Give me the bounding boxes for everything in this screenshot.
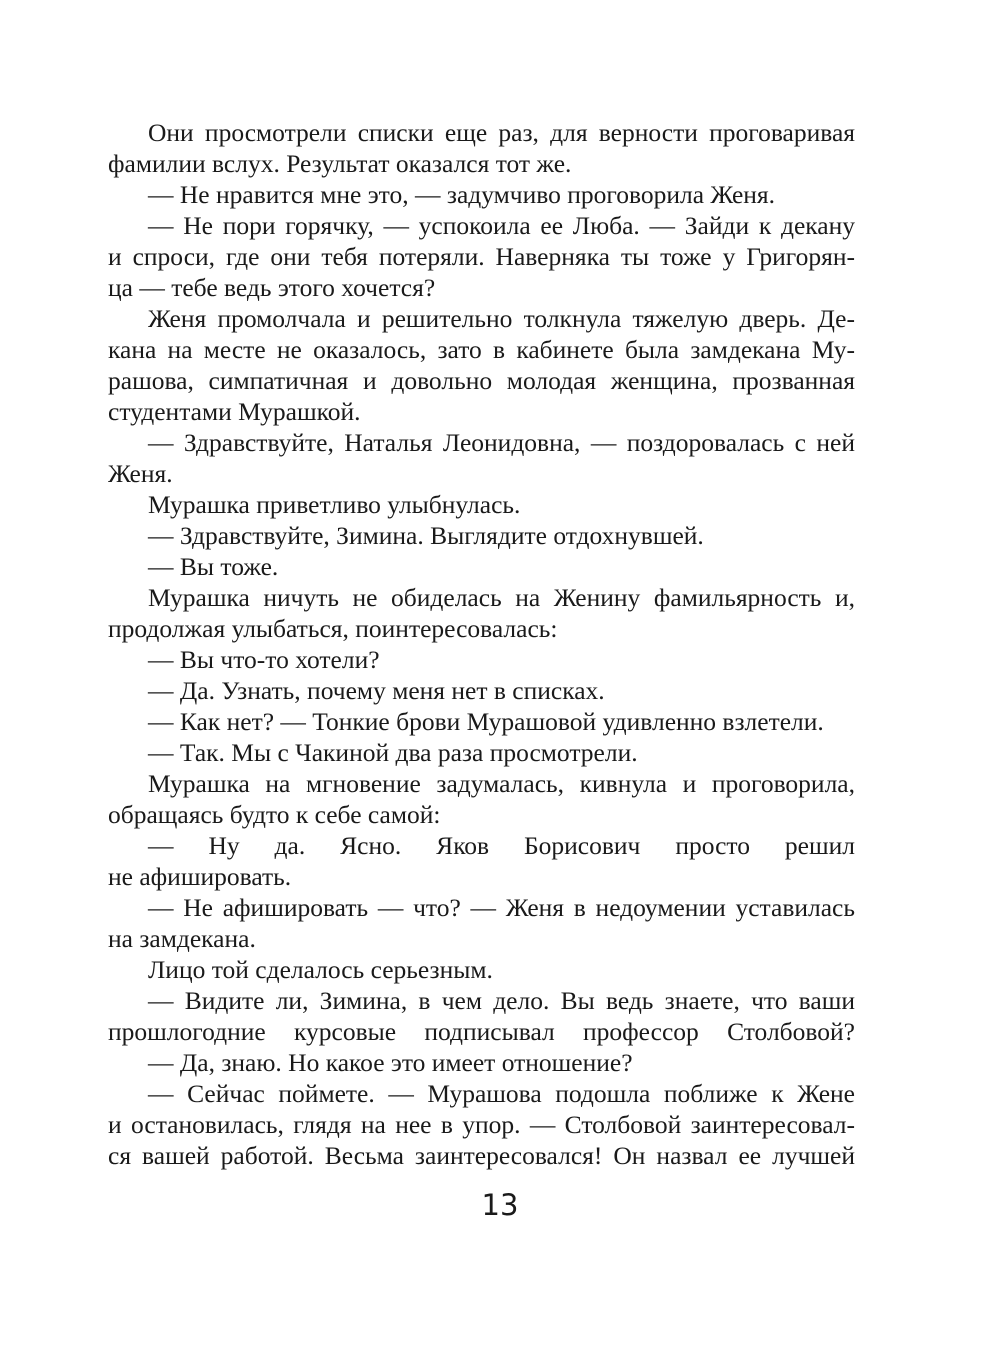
text-line: — Вы тоже. bbox=[148, 552, 279, 581]
text-line: Мурашка ничуть не обиделась на Женину фамильярность и, bbox=[148, 583, 855, 612]
text-line: ся вашей работой. Весьма заинтересовался! Он назвал ее лучшей bbox=[108, 1141, 855, 1170]
text-line: на замдекана. bbox=[108, 924, 256, 953]
text-line: и остановилась, глядя на нее в упор. — Столбовой заинтересовал- bbox=[108, 1110, 855, 1139]
text-line: Женя. bbox=[108, 459, 173, 488]
text-line: не афишировать. bbox=[108, 862, 292, 891]
text-line: фамилии вслух. Результат оказался тот же. bbox=[108, 149, 572, 178]
text-line: — Да. Узнать, почему меня нет в списках. bbox=[148, 676, 605, 705]
page-number: 13 bbox=[481, 1188, 519, 1222]
text-line: — Так. Мы с Чакиной два раза просмотрели. bbox=[148, 738, 638, 767]
text-line: Женя промолчала и решительно толкнула тяжелую дверь. Де- bbox=[148, 304, 855, 333]
text-line: — Ну да. Ясно. Яков Борисович просто решил bbox=[148, 831, 855, 860]
text-line: — Здравствуйте, Зимина. Выглядите отдохнувшей. bbox=[148, 521, 704, 550]
text-line: ца — тебе ведь этого хочется? bbox=[108, 273, 436, 302]
text-line: — Сейчас поймете. — Мурашова подошла поближе к Жене bbox=[148, 1079, 855, 1108]
text-line: студентами Мурашкой. bbox=[108, 397, 361, 426]
text-line: и спроси, где они тебя потеряли. Наверняка ты тоже у Григорян- bbox=[108, 242, 855, 271]
text-line: Лицо той сделалось серьезным. bbox=[148, 955, 493, 984]
text-line: продолжая улыбаться, поинтересовалась: bbox=[108, 614, 558, 643]
text-line: рашова, симпатичная и довольно молодая женщина, прозванная bbox=[108, 366, 855, 395]
body-text bbox=[108, 117, 855, 1171]
text-line: Мурашка на мгновение задумалась, кивнула и проговорила, bbox=[148, 769, 855, 798]
text-line: — Здравствуйте, Наталья Леонидовна, — поздоровалась с ней bbox=[148, 428, 855, 457]
text-line: Они просмотрели списки еще раз, для верности проговаривая bbox=[148, 118, 855, 147]
text-line: — Не пори горячку, — успокоила ее Люба. — Зайди к декану bbox=[148, 211, 855, 240]
text-line: Мурашка приветливо улыбнулась. bbox=[148, 490, 521, 519]
text-line: — Да, знаю. Но какое это имеет отношение? bbox=[148, 1048, 633, 1077]
text-line: обращаясь будто к себе самой: bbox=[108, 800, 441, 829]
text-line: — Видите ли, Зимина, в чем дело. Вы ведь знаете, что ваши bbox=[148, 986, 855, 1015]
text-line: кана на месте не оказалось, зато в кабинете была замдекана Му- bbox=[108, 335, 855, 364]
text-line: — Не афишировать — что? — Женя в недоумении уставилась bbox=[148, 893, 855, 922]
text-line: прошлогодние курсовые подписывал профессор Столбовой? bbox=[108, 1017, 855, 1046]
text-line: — Как нет? — Тонкие брови Мурашовой удивленно взлетели. bbox=[148, 707, 824, 736]
text-line: — Вы что-то хотели? bbox=[148, 645, 380, 674]
text-line: — Не нравится мне это, — задумчиво проговорила Женя. bbox=[148, 180, 776, 209]
